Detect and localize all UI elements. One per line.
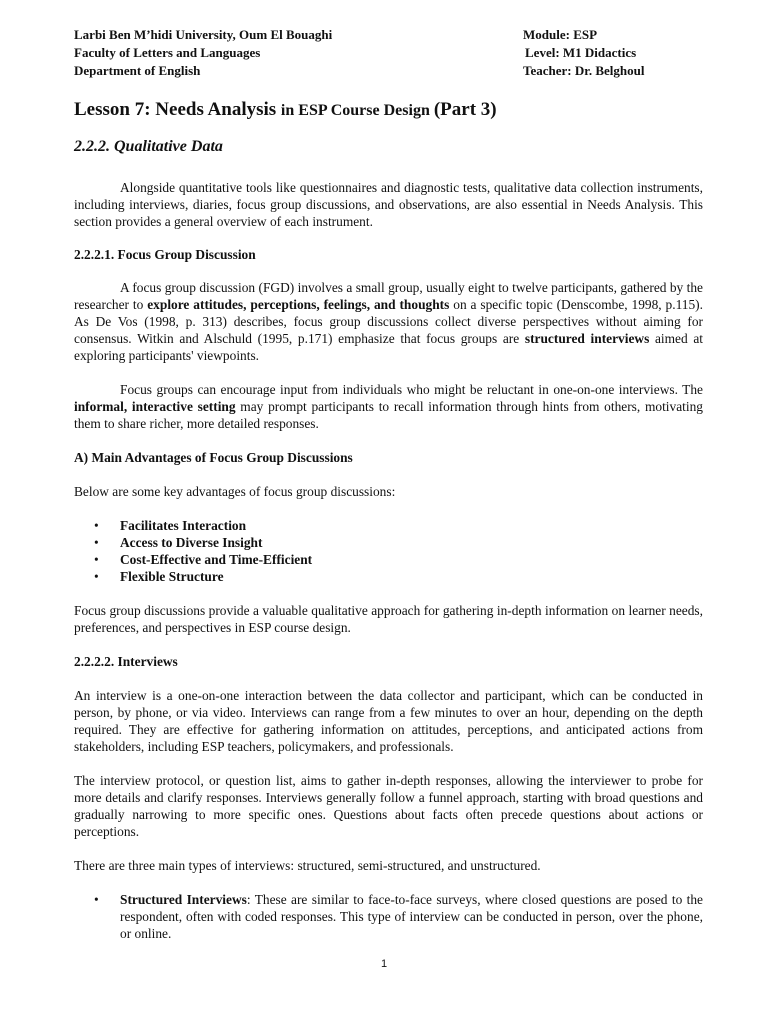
section-heading-advantages: A) Main Advantages of Focus Group Discussions <box>74 450 353 465</box>
interviews-paragraph-1: An interview is a one-on-one interaction between the data collector and participant, which can be conducted in person, by phone, or via video. Interviews can range from a few minutes to over an hour, depending on the depth required. They are effective for gathering information on attitudes, perceptions, and anticipated actions from stakeholders, including ESP teachers, policymakers, and professionals. <box>74 688 703 754</box>
text-run: aimed at exploring participants' viewpoints. <box>74 331 704 363</box>
text-run: A focus group discussion (FGD) involves a small group, usually eight to twelve participants, gathered by the researcher to <box>74 280 703 312</box>
list-item <box>74 517 703 534</box>
emphasis-text: explore attitudes, perceptions, feelings, and thoughts <box>147 297 450 312</box>
advantages-intro: Below are some key advantages of focus group discussions: <box>74 484 396 499</box>
focus-group-summary: Focus group discussions provide a valuable qualitative approach for gathering in-depth information on learner needs, preferences, and perspectives in ESP course design. <box>74 603 703 635</box>
lesson-title <box>74 98 703 123</box>
text-run: on a specific topic (Denscombe, 1998, p.115). As De Vos (1998, p. 313) describes, focus group discussions collect diverse perspectives without aiming for consensus. Witkin and Alschuld (1995, p.171) emphasize that focus groups are <box>74 297 703 346</box>
interview-type-term: Structured Interviews <box>120 892 247 907</box>
bullet-icon: • <box>94 569 99 584</box>
document-header <box>74 26 703 80</box>
focus-group-paragraph-1 <box>74 279 703 364</box>
list-item <box>74 534 703 551</box>
list-item <box>74 891 703 942</box>
focus-group-paragraph-2 <box>74 381 703 432</box>
module-label: Module: ESP <box>523 27 598 42</box>
qualitative-intro-paragraph: Alongside quantitative tools like questionnaires and diagnostic tests, qualitative data collection instruments, including interviews, diaries, focus group discussions, and observations, are also essential in Needs Analysis. This section provides a general overview of each instrument. <box>74 180 703 229</box>
level-label: Level: M1 Didactics <box>525 45 637 60</box>
list-item-label: Access to Diverse Insight <box>120 535 263 550</box>
interview-types-list <box>74 891 703 942</box>
list-item-label: Flexible Structure <box>120 569 224 584</box>
interviews-paragraph-2: The interview protocol, or question list, aims to gather in-depth responses, allowing the interviewer to probe for more details and clarify responses. Interviews generally follow a funnel approach, starting with broad questions and gradually narrowing to more specific ones. Questions about facts often precede questions about actions or perceptions. <box>74 773 703 839</box>
bullet-icon: • <box>94 535 99 550</box>
department-name: Department of English <box>74 63 201 78</box>
section-heading-qualitative: 2.2.2. Qualitative Data <box>74 138 223 155</box>
interviews-paragraph-3: There are three main types of interviews: structured, semi-structured, and unstructured. <box>74 858 541 873</box>
institution-block <box>74 26 332 80</box>
university-name: Larbi Ben M’hidi University, Oum El Bouaghi <box>74 27 333 42</box>
advantages-list <box>74 517 703 585</box>
lesson-title-main: Lesson 7: Needs Analysis <box>74 99 281 120</box>
list-item-label: Cost-Effective and Time-Efficient <box>120 552 313 567</box>
list-item-label: Facilitates Interaction <box>120 518 247 533</box>
text-run: may prompt participants to recall information through hints from others, motivating them to share richer, more detailed responses. <box>74 399 703 431</box>
bullet-icon: • <box>94 518 99 533</box>
document-page <box>74 26 703 942</box>
section-heading-interviews: 2.2.2.2. Interviews <box>74 654 178 669</box>
emphasis-text: structured interviews <box>524 331 650 346</box>
faculty-name: Faculty of Letters and Languages <box>74 45 261 60</box>
interview-type-description: : These are similar to face-to-face surveys, where closed questions are posed to the respondent, often with coded responses. This type of interview can be conducted in person, over the phone, or online. <box>120 892 703 941</box>
page-number: 1 <box>380 958 388 970</box>
bullet-icon: • <box>94 892 99 907</box>
lesson-title-part: (Part 3) <box>433 99 497 120</box>
emphasis-text: informal, interactive setting <box>74 399 236 414</box>
list-item <box>74 568 703 585</box>
lesson-title-middle: in ESP Course Design <box>280 102 434 119</box>
section-heading-focus-group: 2.2.2.1. Focus Group Discussion <box>74 247 256 262</box>
teacher-label: Teacher: Dr. Belghoul <box>523 63 645 78</box>
text-run: Focus groups can encourage input from individuals who might be reluctant in one-on-one interviews. The <box>120 382 703 397</box>
course-info-block <box>523 26 703 80</box>
list-item <box>74 551 703 568</box>
bullet-icon: • <box>94 552 99 567</box>
